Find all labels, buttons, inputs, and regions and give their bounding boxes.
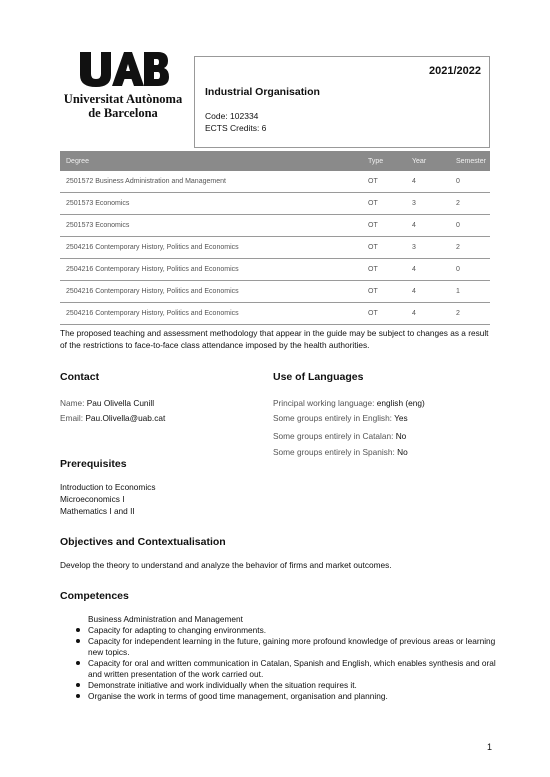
language-row bbox=[273, 413, 408, 423]
degree-cell: 2501573 Economics bbox=[60, 215, 362, 237]
course-title: Industrial Organisation bbox=[205, 86, 320, 98]
column-header-semester: Semester bbox=[450, 151, 490, 171]
language-label: Some groups entirely in English: bbox=[273, 413, 392, 423]
prerequisite-item: Introduction to Economics bbox=[60, 482, 156, 492]
list-item bbox=[76, 691, 496, 702]
competences-heading: Competences bbox=[60, 590, 129, 602]
semester-cell: 2 bbox=[450, 193, 490, 215]
list-item bbox=[76, 636, 496, 658]
language-value: No bbox=[397, 447, 408, 457]
contact-heading: Contact bbox=[60, 371, 100, 383]
competence-text: Capacity for independent learning in the future, gaining more profound knowledge of previous areas or learning new topics. bbox=[88, 636, 496, 657]
academic-year: 2021/2022 bbox=[429, 65, 481, 77]
contact-email-label: Email: bbox=[60, 413, 84, 423]
semester-cell: 2 bbox=[450, 303, 490, 325]
competence-text: Organise the work in terms of good time management, organisation and planning. bbox=[88, 691, 388, 701]
table-row bbox=[60, 193, 490, 215]
type-cell: OT bbox=[362, 281, 406, 303]
table-row bbox=[60, 171, 490, 193]
contact-name-value: Pau Olivella Cunill bbox=[86, 398, 155, 408]
course-header-box bbox=[194, 56, 490, 148]
table-row bbox=[60, 215, 490, 237]
language-row bbox=[273, 447, 408, 457]
language-value: No bbox=[395, 431, 407, 441]
competence-text: Capacity for adapting to changing environments. bbox=[88, 625, 267, 635]
contact-email-row bbox=[60, 413, 165, 423]
semester-cell: 2 bbox=[450, 237, 490, 259]
bullet-icon bbox=[76, 661, 80, 665]
year-cell: 3 bbox=[406, 193, 450, 215]
table-row bbox=[60, 281, 490, 303]
prerequisite-item: Mathematics I and II bbox=[60, 506, 135, 516]
language-label: Some groups entirely in Catalan: bbox=[273, 431, 394, 441]
objectives-text: Develop the theory to understand and analyze the behavior of firms and market outcomes. bbox=[60, 560, 392, 570]
table-row bbox=[60, 259, 490, 281]
prerequisites-heading: Prerequisites bbox=[60, 458, 127, 470]
bullet-icon bbox=[76, 639, 80, 643]
type-cell: OT bbox=[362, 215, 406, 237]
language-label: Principal working language: bbox=[273, 398, 375, 408]
type-cell: OT bbox=[362, 237, 406, 259]
university-name-line2: de Barcelona bbox=[88, 106, 158, 120]
type-cell: OT bbox=[362, 259, 406, 281]
language-value: Yes bbox=[394, 413, 408, 423]
degrees-table bbox=[60, 151, 490, 325]
degree-cell: 2504216 Contemporary History, Politics and Economics bbox=[60, 281, 362, 303]
methodology-notice: The proposed teaching and assessment methodology that appear in the guide may be subject to changes as a result of the restrictions to face-to-face class attendance imposed by the health authorities. bbox=[60, 328, 489, 350]
table-row bbox=[60, 237, 490, 259]
year-cell: 4 bbox=[406, 171, 450, 193]
language-row bbox=[273, 398, 425, 408]
table-header-row bbox=[60, 151, 490, 171]
contact-name-row bbox=[60, 398, 154, 408]
year-cell: 4 bbox=[406, 215, 450, 237]
list-item bbox=[76, 658, 496, 680]
competences-list bbox=[76, 614, 496, 702]
competence-text: Capacity for oral and written communication in Catalan, Spanish and English, which enables synthesis and oral and written presentation of the work carried out. bbox=[88, 658, 496, 679]
uab-logo bbox=[78, 50, 170, 88]
university-name bbox=[60, 92, 186, 120]
objectives-heading: Objectives and Contextualisation bbox=[60, 536, 226, 548]
year-cell: 4 bbox=[406, 303, 450, 325]
language-row bbox=[273, 431, 406, 441]
table-row bbox=[60, 303, 490, 325]
page-number: 1 bbox=[486, 742, 492, 752]
year-cell: 4 bbox=[406, 259, 450, 281]
contact-email-link[interactable]: Pau.Olivella@uab.cat bbox=[85, 413, 166, 423]
semester-cell: 1 bbox=[450, 281, 490, 303]
list-item bbox=[76, 625, 496, 636]
bullet-icon bbox=[76, 683, 80, 687]
languages-heading: Use of Languages bbox=[273, 371, 364, 383]
degree-cell: 2501573 Economics bbox=[60, 193, 362, 215]
column-header-type: Type bbox=[362, 151, 406, 171]
type-cell: OT bbox=[362, 193, 406, 215]
type-cell: OT bbox=[362, 171, 406, 193]
semester-cell: 0 bbox=[450, 259, 490, 281]
bullet-icon bbox=[76, 628, 80, 632]
semester-cell: 0 bbox=[450, 215, 490, 237]
degree-cell: 2504216 Contemporary History, Politics and Economics bbox=[60, 237, 362, 259]
university-name-line1: Universitat Autònoma bbox=[63, 92, 183, 106]
degree-cell: 2501572 Business Administration and Management bbox=[60, 171, 362, 193]
competence-text: Demonstrate initiative and work individually when the situation requires it. bbox=[88, 680, 357, 690]
course-code: Code: 102334 bbox=[205, 111, 259, 121]
language-label: Some groups entirely in Spanish: bbox=[273, 447, 395, 457]
contact-name-label: Name: bbox=[60, 398, 85, 408]
year-cell: 4 bbox=[406, 281, 450, 303]
column-header-degree: Degree bbox=[60, 151, 362, 171]
year-cell: 3 bbox=[406, 237, 450, 259]
column-header-year: Year bbox=[406, 151, 450, 171]
degree-cell: 2504216 Contemporary History, Politics and Economics bbox=[60, 303, 362, 325]
type-cell: OT bbox=[362, 303, 406, 325]
prerequisite-item: Microeconomics I bbox=[60, 494, 125, 504]
ects-credits: ECTS Credits: 6 bbox=[205, 123, 267, 133]
semester-cell: 0 bbox=[450, 171, 490, 193]
language-value: english (eng) bbox=[376, 398, 425, 408]
degree-cell: 2504216 Contemporary History, Politics and Economics bbox=[60, 259, 362, 281]
bullet-icon bbox=[76, 694, 80, 698]
list-item bbox=[76, 680, 496, 691]
competence-group-title: Business Administration and Management bbox=[88, 614, 243, 624]
